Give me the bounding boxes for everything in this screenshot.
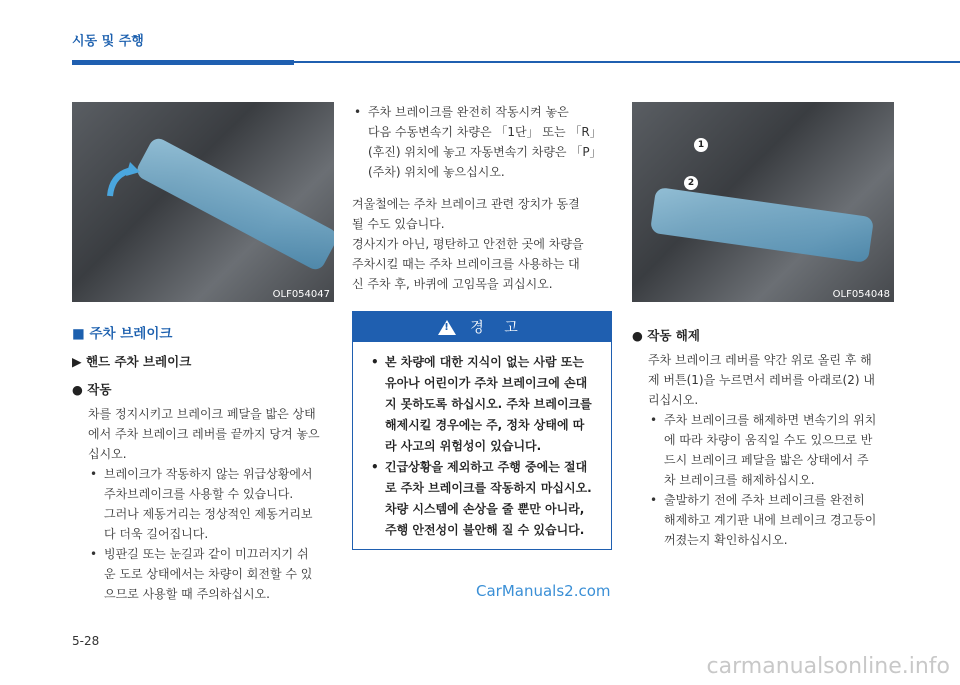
text-line: • 브레이크가 작동하지 않는 위급상황에서 — [104, 467, 313, 481]
text-line: 로 주차 브레이크를 작동하지 마십시오. — [385, 481, 592, 495]
text-line: 제 버튼(1)을 누르면서 레버를 아래로(2) 내 — [648, 373, 875, 387]
text-line: 으므로 사용할 때 주의하십시오. — [104, 587, 270, 601]
subsection-title: ● 작동 해제 — [632, 328, 700, 343]
lower-lever-badge: 2 — [684, 176, 698, 190]
text-line: 주차브레이크를 사용할 수 있습니다. — [104, 487, 294, 501]
bullet-item — [88, 464, 338, 544]
text-line: • 본 차량에 대한 지식이 없는 사람 또는 — [385, 355, 584, 369]
section-title: ■ 주차 브레이크 — [72, 326, 173, 342]
text-line: 꺼졌는지 확인하십시오. — [664, 533, 788, 547]
release-button-badge: 1 — [694, 138, 708, 152]
text-line: 다 더욱 길어집니다. — [104, 527, 209, 541]
text-line: 주행 안전성이 불안해 질 수 있습니다. — [385, 523, 585, 537]
text-line: 에 따라 차량이 움직일 수도 있으므로 반 — [664, 433, 873, 447]
header-line — [294, 61, 960, 63]
section-header-title: 시동 및 주행 — [72, 34, 144, 49]
page-number: 5-28 — [72, 634, 100, 648]
parking-brake-release-photo — [632, 102, 894, 302]
text-line: 유아나 어린이가 주차 브레이크에 손대 — [385, 376, 588, 390]
text-line: 차를 정지시키고 브레이크 페달을 밟은 상태 — [88, 407, 316, 421]
text-line: 에서 주차 브레이크 레버를 끝까지 당겨 놓으 — [88, 427, 320, 441]
warning-item — [369, 352, 599, 457]
text-line: • 주차 브레이크를 해제하면 변속기의 위치 — [664, 413, 877, 427]
brake-lever-graphic — [134, 135, 334, 272]
warning-title: 경 고 — [470, 320, 526, 336]
text-line: 차 브레이크를 해제하십시오. — [664, 473, 815, 487]
brake-lever-graphic — [650, 187, 874, 263]
text-line: • 출발하기 전에 주차 브레이크를 완전히 — [664, 493, 865, 507]
text-line: 라 사고의 위험성이 있습니다. — [385, 439, 542, 453]
text-line: 해제하고 계기판 내에 브레이크 경고등이 — [664, 513, 877, 527]
site-watermark: carmanualsonline.info — [706, 654, 950, 679]
text-line: (주차) 위치에 놓으십시오. — [368, 165, 505, 179]
subsection-title: ▶ 핸드 주차 브레이크 — [72, 354, 192, 369]
text-line: 신 주차 후, 바퀴에 고임목을 괴십시오. — [352, 277, 553, 291]
text-line: 될 수도 있습니다. — [352, 217, 445, 231]
middle-text — [352, 102, 614, 294]
text-line: 리십시오. — [648, 393, 699, 407]
text-line: 해제시킬 경우에는 주, 정차 상태에 따 — [385, 418, 585, 432]
text-line: 그러나 제동거리는 정상적인 제동거리보 — [104, 507, 313, 521]
text-line: 드시 브레이크 페달을 밟은 상태에서 주 — [664, 453, 869, 467]
text-line: 지 못하도록 하십시오. 주차 브레이크를 — [385, 397, 592, 411]
text-line: 주차 브레이크 레버를 약간 위로 올린 후 해 — [648, 353, 872, 367]
text-line: 십시오. — [88, 447, 127, 461]
text-line: 운 도로 상태에서는 차량이 회전할 수 있 — [104, 567, 313, 581]
warning-box — [352, 311, 612, 550]
bullet-item — [88, 544, 338, 604]
text-line: 다음 수동변속기 차량은 「1단」 또는 「R」 — [368, 125, 602, 139]
text-line: 경사지가 아닌, 평탄하고 안전한 곳에 차량을 — [352, 237, 584, 251]
apply-instructions — [88, 404, 338, 604]
image-code: OLF054048 — [832, 289, 890, 300]
text-line: • 긴급상황을 제외하고 주행 중에는 절대 — [385, 460, 588, 474]
text-line: (후진) 위치에 놓고 자동변속기 차량은 「P」 — [368, 145, 602, 159]
bullet-item — [352, 102, 614, 182]
text-line: • 빙판길 또는 눈길과 같이 미끄러지기 쉬 — [104, 547, 309, 561]
parking-brake-apply-photo — [72, 102, 334, 302]
text-line: 차량 시스템에 손상을 줄 뿐만 아니라, — [385, 502, 585, 516]
text-line: 겨울철에는 주차 브레이크 관련 장치가 동결 — [352, 197, 580, 211]
warning-body — [353, 342, 611, 549]
bullet-item — [648, 490, 898, 550]
header-bar — [72, 60, 294, 65]
image-code: OLF054047 — [272, 289, 330, 300]
release-instructions — [648, 350, 898, 550]
subsection-title: ● 작동 — [72, 382, 112, 397]
watermark-link[interactable]: CarManuals2.com — [476, 582, 611, 600]
warning-item — [369, 457, 599, 541]
text-line: • 주차 브레이크를 완전히 작동시켜 놓은 — [368, 105, 569, 119]
bullet-item — [648, 410, 898, 490]
warning-triangle-icon: ! — [438, 320, 456, 335]
text-line: 주차시킬 때는 주차 브레이크를 사용하는 대 — [352, 257, 580, 271]
pull-arrow-icon — [102, 162, 142, 202]
warning-header — [353, 312, 611, 342]
